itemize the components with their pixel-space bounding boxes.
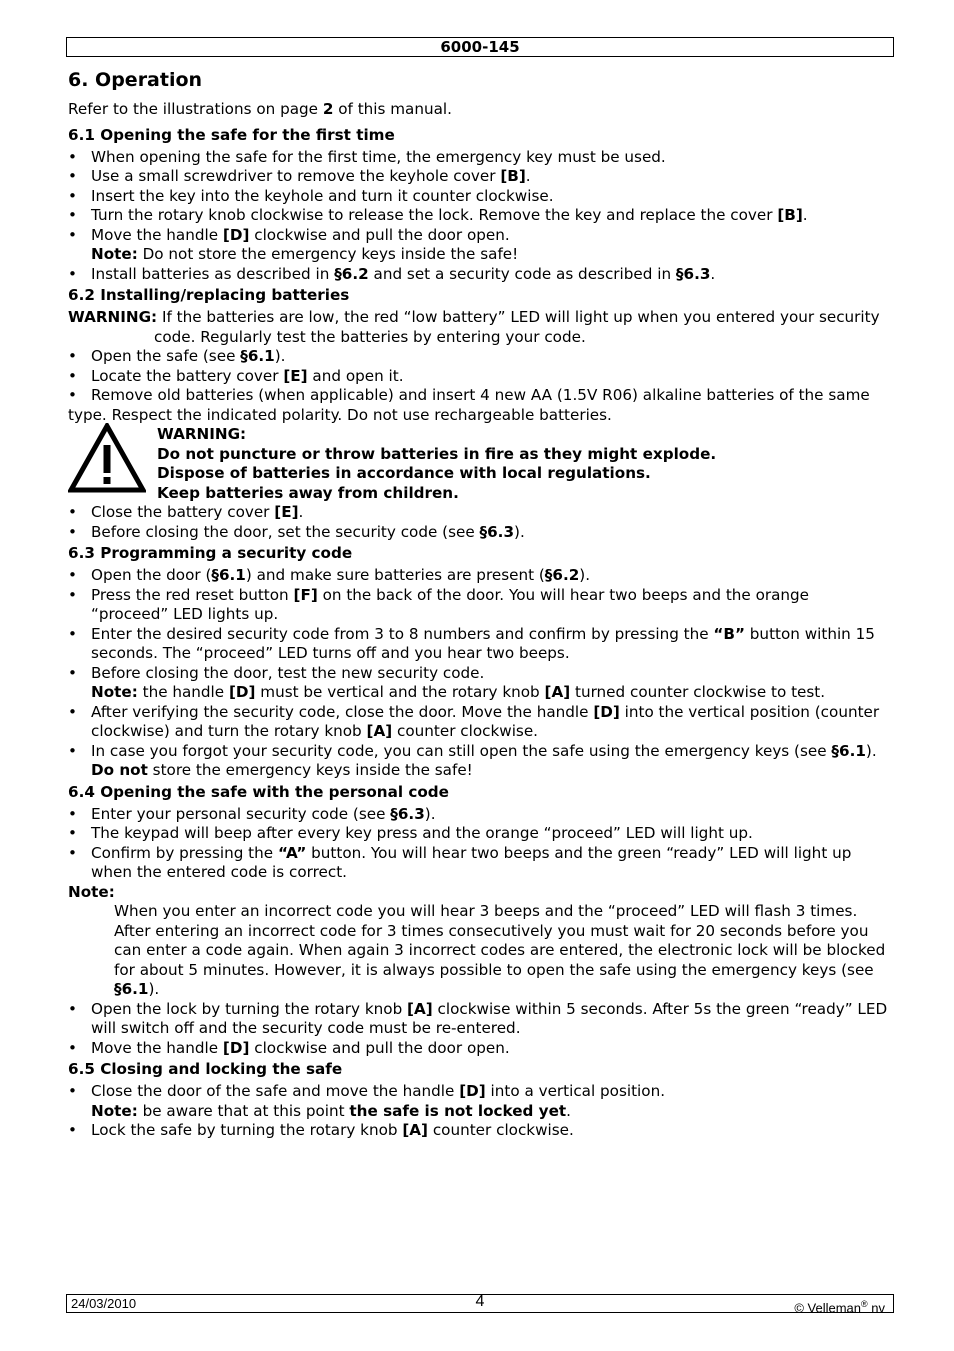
list-item: • After verifying the security code, close the door. Move the handle [D] into the vertical position (counter clockwise) and turn the rotary knob [A] counter clockwise. [68,703,888,742]
list-item: • Before closing the door, test the new security code. Note: the handle [D] must be vertical and the rotary knob [A] turned counter clockwise to test. [68,664,888,703]
section-6-1-title: 6.1 Opening the safe for the first time [68,125,395,144]
section-6-4-title: 6.4 Opening the safe with the personal code [68,782,449,801]
warning-line: Keep batteries away from children. [157,483,459,502]
main-content [68,66,888,1141]
section-6-5-title: 6.5 Closing and locking the safe [68,1060,343,1078]
section-6-2-title: 6.2 Installing/replacing batteries [68,286,350,304]
list-item: • Open the safe (see §6.1). [68,347,888,367]
list-item: • Open the lock by turning the rotary knob [A] clockwise within 5 seconds. After 5s the green “ready” LED will switch off and the security code must be re-entered. [68,1000,888,1039]
warning-triangle-icon [68,423,146,493]
page-title: 6. Operation [68,69,203,91]
section-6-4-list [68,805,888,883]
list-item: • Enter your personal security code (see §6.3). [68,805,888,825]
list-item: • Press the red reset button [F] on the back of the door. You will hear two beeps and the orange “proceed” LED lights up. [68,586,888,625]
warning-line: Do not puncture or throw batteries in fire as they might explode. [157,444,717,463]
section-6-2-list-cont [68,503,888,542]
footer-page-number: 4 [475,1293,485,1310]
footer [66,1293,894,1316]
list-item: • Move the handle [D] clockwise and pull the door open. [68,1039,888,1059]
section-6-2-list [68,347,888,425]
section-6-5-list [68,1082,888,1141]
footer-copyright: © Velleman® nv [794,1299,885,1316]
list-item: • Before closing the door, set the security code (see §6.3). [68,523,888,543]
list-item: • Insert the key into the keyhole and turn it counter clockwise. [68,187,888,207]
section-6-4-list-cont [68,1000,888,1059]
list-item: • Locate the battery cover [E] and open it. [68,367,888,387]
list-item: • In case you forgot your security code, you can still open the safe using the emergency keys (see §6.1). Do not store the emergency keys inside the safe! [68,742,888,781]
list-item: • Lock the safe by turning the rotary knob [A] counter clockwise. [68,1121,888,1141]
warning-line: WARNING: [157,425,247,443]
section-6-1-list [68,148,888,285]
battery-warning-box [68,425,888,503]
list-item: • The keypad will beep after every key press and the orange “proceed” LED will light up. [68,824,888,844]
section-6-3-title: 6.3 Programming a security code [68,544,353,562]
list-item: • Remove old batteries (when applicable) and insert 4 new AA (1.5V R06) alkaline batteries of the same type. Respect the indicated polarity. Do not use rechargeable batteries. [68,386,888,425]
list-item: • Install batteries as described in §6.2 and set a security code as described in §6.3. [68,265,888,285]
list-item: • When opening the safe for the first time, the emergency key must be used. [68,148,888,168]
list-item: • Move the handle [D] clockwise and pull the door open. Note: Do not store the emergency keys inside the safe! [68,226,888,265]
list-item: • Open the door (§6.1) and make sure batteries are present (§6.2). [68,566,888,586]
low-battery-warning: WARNING: If the batteries are low, the red “low battery” LED will light up when you entered your security code. Regularly test the batteries by entering your code. [68,308,880,346]
section-6-3-list [68,566,888,781]
footer-date: 24/03/2010 [71,1296,137,1311]
note-label: Note: [68,882,115,901]
list-item: • Turn the rotary knob clockwise to release the lock. Remove the key and replace the cover [B]. [68,206,888,226]
incorrect-code-note: When you enter an incorrect code you will hear 3 beeps and the “proceed” LED will flash 3 times. After entering an incorrect code for 3 times consecutively you must wait for 20 seconds before you can enter a code again. When again 3 incorrect codes are entered, the electronic lock will be blocked for about 5 minutes. However, it is always possible to open the safe using the emergency keys (see §6.1). [114,902,886,998]
list-item: • Confirm by pressing the “A” button. You will hear two beeps and the green “ready” LED will light up when the entered code is correct. [68,844,888,883]
intro-paragraph: Refer to the illustrations on page 2 of this manual. [68,100,452,118]
list-item: • Enter the desired security code from 3 to 8 numbers and confirm by pressing the “B” button within 15 seconds. The “proceed” LED turns off and you hear two beeps. [68,625,888,664]
warning-line: Dispose of batteries in accordance with local regulations. [157,464,651,482]
list-item: • Close the battery cover [E]. [68,503,888,523]
header-model: 6000-145 [66,37,894,57]
list-item: • Use a small screwdriver to remove the keyhole cover [B]. [68,167,888,187]
list-item: • Close the door of the safe and move the handle [D] into a vertical position. Note: be aware that at this point the safe is not locked yet. [68,1082,888,1121]
